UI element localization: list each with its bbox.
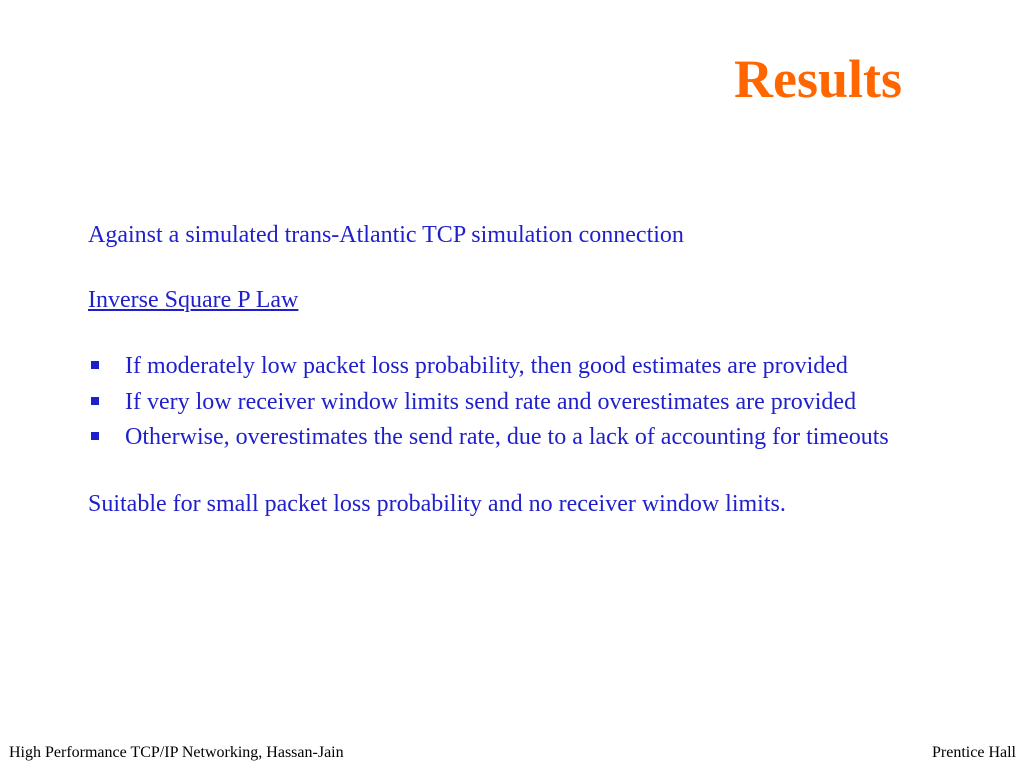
bullet-text: Otherwise, overestimates the send rate, due to a lack of accounting for timeouts bbox=[125, 424, 889, 451]
bullet-text: If moderately low packet loss probability, then good estimates are provided bbox=[125, 353, 848, 380]
bullet-item bbox=[88, 389, 968, 417]
bullet-list bbox=[88, 353, 968, 452]
footer-right: Prentice Hall bbox=[932, 744, 1016, 761]
slide-title: Results bbox=[733, 49, 902, 109]
bullet-text: If very low receiver window limits send rate and overestimates are provided bbox=[125, 388, 857, 415]
intro-text: Against a simulated trans-Atlantic TCP simulation connection bbox=[88, 222, 684, 248]
bullet-item bbox=[88, 353, 968, 381]
law-heading: Inverse Square P Law bbox=[88, 286, 299, 313]
summary-text: Suitable for small packet loss probability and no receiver window limits. bbox=[88, 490, 786, 517]
bullet-item bbox=[88, 424, 968, 452]
square-bullet-icon bbox=[91, 432, 99, 440]
slide-body bbox=[88, 222, 968, 519]
footer-left: High Performance TCP/IP Networking, Hassan-Jain bbox=[9, 744, 344, 761]
square-bullet-icon bbox=[91, 397, 99, 405]
square-bullet-icon bbox=[91, 361, 99, 369]
